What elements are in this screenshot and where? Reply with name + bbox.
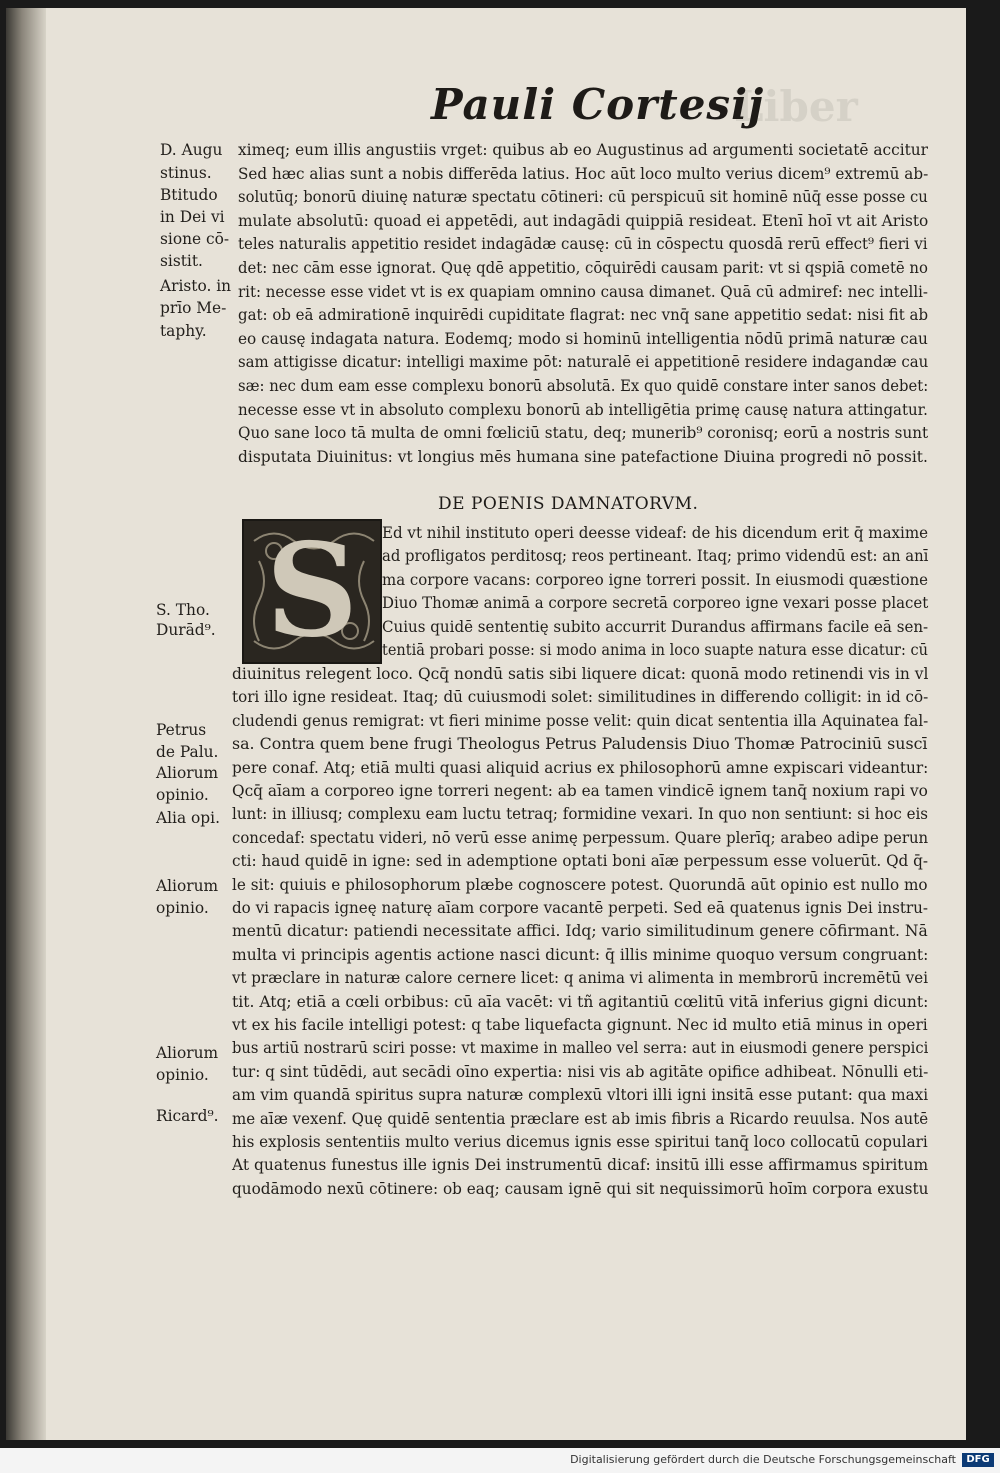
dfg-logo: DFG [962,1453,994,1467]
section-line: Diuo Thomæ animā a corpore secretā corporeo igne vexari posse placet [382,594,929,613]
body-line: gat: ob eā admirationē inquirēdi cupiditate flagrat: nec vnq̄ sane appetitio sedat: nisi fit ab [238,306,929,325]
margin-note: Aliorum [156,1044,219,1062]
body-line: ximeq; eum illis angustiis vrget: quibus ab eo Augustinus ad argumenti societatē accitur [238,141,929,159]
margin-note: Aliorum [156,877,219,895]
section-line: At quatenus funestus ille ignis Dei instrumentū dicaf: insitū illi esse affirmamus spiritum [232,1156,929,1175]
section-line: tori illo igne resideat. Itaq; dū cuiusmodi solet: similitudines in differendo colligit: in id cō- [232,688,929,707]
body-line: Sed hæc alias sunt a nobis differēda latius. Hoc aūt loco multo verius dicem⁹ extremū ab- [238,164,929,183]
margin-note: opinio. [156,1066,209,1084]
running-head: Pauli Cortesij [431,80,765,129]
margin-note: stinus. [160,164,212,182]
bleed-through-text: Liber [734,82,858,131]
margin-note: in Dei vi [160,208,225,226]
section-line: mentū dicatur: patiendi necessitate affici. Idq; vario similitudinum genere cōfirmant. Nā [232,922,928,941]
section-line: me aīæ vexenf. Quę quidē sententia præclare est ab imis fibris a Ricardo reuulsa. Nos autē [232,1109,929,1128]
margin-note: sione cō- [160,230,230,248]
section-line: vt præclare in naturæ calore cernere licet: q anima vi alimenta in membrorū incremētū vei [232,969,929,988]
body-line: sam attigisse dicatur: intelligi maxime pōt: naturalē ei appetitionē residere indagandæ cau [238,353,929,372]
scanned-page [6,8,966,1440]
body-line: sæ: nec dum eam esse complexu bonorū absolutā. Ex quo quidē constare inter sanos debet: [238,377,929,395]
body-line: mulate absolutū: quoad ei appetēdi, aut indagādi quippiā resideat. Etenī hoī vt ait Aristo [238,211,929,230]
section-line: pere conaf. Atq; etiā multi quasi aliquid acrius ex philosophorū amne expiscari videantur: [232,758,929,777]
margin-note: Btitudo [160,186,218,204]
decorated-initial [242,519,382,664]
body-line: rit: necesse esse videt vt is ex quapiam omnino causa dimanet. Quā cū admiref: nec intelli- [238,282,928,301]
section-line: do vi rapacis igneę naturę aīam corpore vacantē perpeti. Sed eā quatenus ignis Dei instru- [232,899,928,917]
section-line: his explosis sententiis multo verius dicemus ignis esse spiritui tanq̄ loco collocatū copulari [232,1133,928,1151]
section-line: tur: q sint tūdēdi, aut secādi oīno expertia: nisi vis ab agitāte opifice adhibeat. Nōnulli eti- [232,1062,929,1081]
body-line: disputata Diuinitus: vt longius mēs humana sine patefactione Diuina progredi nō possit. [238,447,928,466]
initial-letter: S [265,519,359,664]
body-line: Quo sane loco tā multa de omni fœliciū statu, deq; munerib⁹ coronisq; eorū a nostris sunt [238,424,929,443]
section-heading: DE POENIS DAMNATORVM. [438,494,699,514]
section-line: cti: haud quidē in igne: sed in ademptione optati boni aīæ perpessum esse voluerūt. Qd q̄- [232,852,929,871]
footer-bar [0,1448,1000,1473]
margin-note: prīo Me- [160,299,227,317]
section-line: tentiā probari posse: si modo anima in loco suapte natura esse dicatur: cū [382,641,928,659]
margin-note: Aliorum [156,764,219,782]
margin-note: opinio. [156,786,209,804]
section-line: sa. Contra quem bene frugi Theologus Petrus Paludensis Diuo Thomæ Patrociniū suscī [232,735,928,754]
section-line: quodāmodo nexū cōtinere: ob eaq; causam ignē qui sit nequissimorū hoīm corpora exustu [232,1179,929,1198]
section-line: concedaf: spectatu videri, nō verū esse animę perpessum. Quare plerīq; arabeo adipe perun [232,828,929,847]
margin-note: opinio. [156,899,209,917]
margin-note: Aristo. in [160,277,232,295]
section-line: bus artiū nostrarū sciri posse: vt maxime in malleo vel serra: aut in eiusmodi genere perspici [232,1039,929,1058]
body-line: necesse esse vt in absoluto complexu bonorū ab intelligētia primę causę natura attingatur. [238,400,928,419]
section-line: ad profligatos perditosq; reos pertineant. Itaq; primo videndū est: an anī [382,547,929,566]
margin-note: sistit. [160,252,203,270]
section-line: vt ex his facile intelligi potest: q tabe liquefacta gignunt. Nec id multo etiā minus in operi [232,1016,928,1034]
body-line: det: nec cām esse ignorat. Quę qdē appetitio, cōquirēdi causam parit: vt si qspiā cometē no [238,259,928,277]
section-line: ma corpore vacans: corporeo igne torreri possit. In eiusmodi quæstione [382,570,929,589]
section-line: tit. Atq; etiā a cœli orbibus: cū aīa vacēt: vi tñ agitantiū cœlitū vitā inferius gigni dicunt: [232,992,929,1011]
body-line: solutūq; bonorū diuinę naturæ spectatu cōtineri: cū perspicuū sit hominē nūq̄ esse posse cu [238,188,928,207]
section-line: Cuius quidē sententię subito accurrit Durandus affirmans facile eā sen- [382,617,929,636]
section-line: Qᴄq̄ aīam a corporeo igne torreri negent: ab ea tamen vindicē ignem tanq̄ noxium rapi vo [232,782,928,800]
margin-note: S. Tho. [156,601,210,619]
section-line: Ed vt nihil instituto operi deesse videaf: de his dicendum erit q̄ maxime [382,524,929,542]
body-line: eo causę indagata natura. Eodemq; modo si hominū intelligentia nōdū primā naturæ cau [238,329,928,348]
section-line: cludendi genus remigrat: vt fieri minime posse velit: quin dicat sententia illa Aquinatea fal- [232,711,929,730]
footer-text: Digitalisierung gefördert durch die Deutsche Forschungsgemeinschaft [570,1453,956,1466]
body-line: teles naturalis appetitio residet indagādæ causę: cū in cōspectu quosdā rerū effect⁹ fieri vi [238,235,928,254]
margin-note: Alia opi. [156,809,220,827]
section-line: am vim quandā spiritus supra naturæ complexū vltori illi igni insitā esse putant: qua maxi [232,1086,929,1105]
margin-note: Ricard⁹. [156,1107,219,1125]
section-line: lunt: in illiusq; complexu eam luctu tetraq; formidine vexari. In quo non sentiunt: si hoc eis [232,805,929,824]
margin-note: D. Augu [160,141,223,159]
margin-note: Petrus [156,721,207,739]
margin-note: Durād⁹. [156,621,216,639]
margin-note: taphy. [160,322,207,340]
section-line: multa vi principis agentis actione nasci dicunt: q̄ illis minime quoquo versum congruant: [232,945,929,964]
section-line: diuinitus relegent loco. Qᴄq̄ nondū satis sibi liquere dicat: quonā modo retinendi vis in vl [232,665,929,683]
book-spine-shadow [6,8,32,1440]
margin-note: de Palu. [156,743,219,761]
section-line: le sit: quiuis e philosophorum plæbe cognoscere potest. Quorundā aūt opinio est nullo mo [232,875,928,894]
